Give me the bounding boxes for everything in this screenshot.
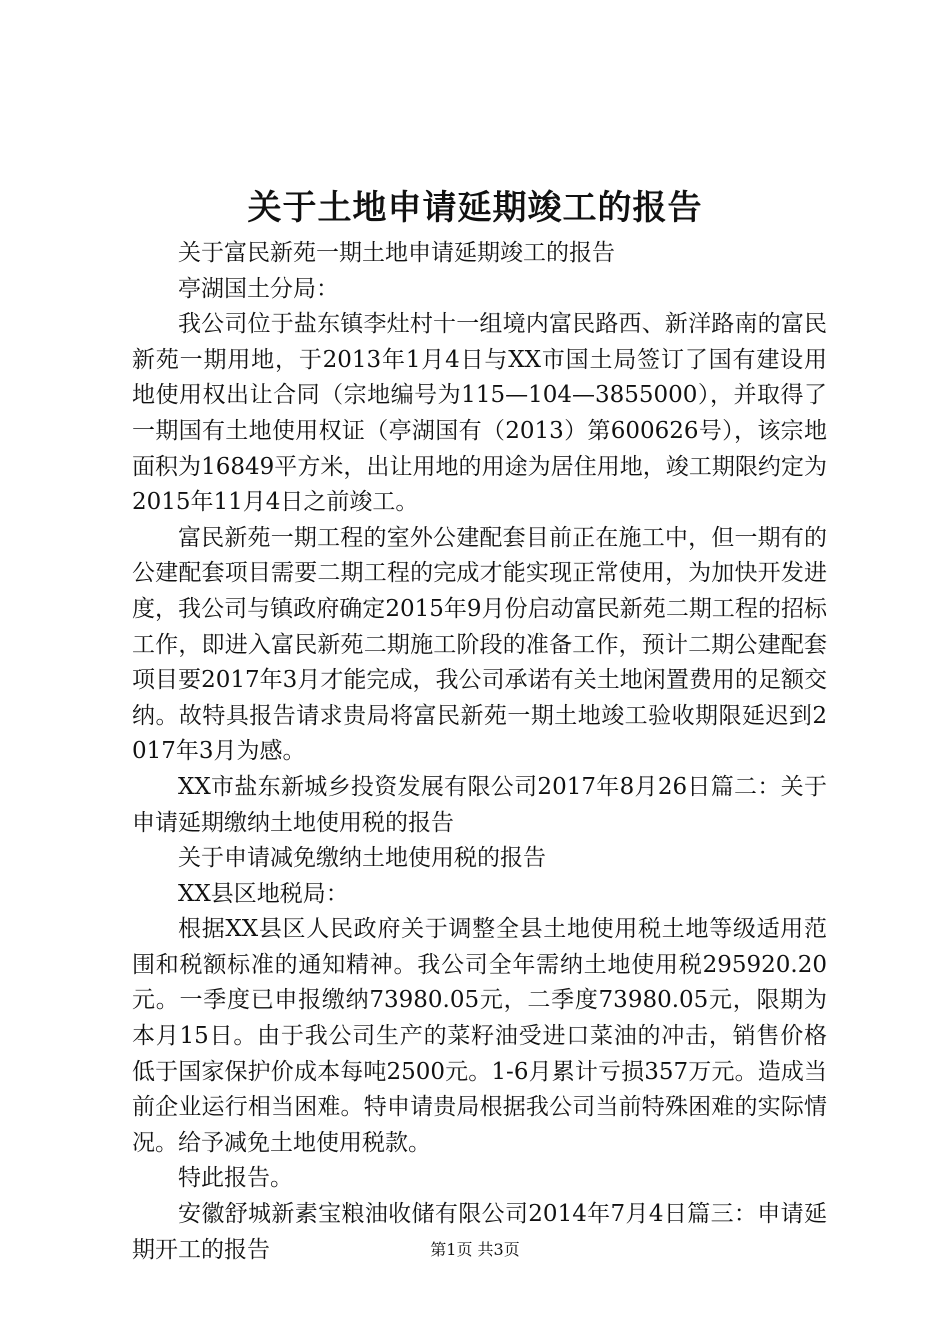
paragraph-request: 富民新苑一期工程的室外公建配套目前正在施工中，但一期有的公建配套项目需要二期工程的完成才能实现正常使用，为加快开发进度，我公司与镇政府确定2015年9月份启动富民新苑二期工程的招标工作，即进入富民新苑二期施工阶段的准备工作，预计二期公建配套项目要2017年3月才能完成，我公司承诺有关土地闲置费用的足额交纳。故特具报告请求贵局将富民新苑一期土地竣工验收期限延迟到2017年3月为感。 [132, 524, 827, 765]
paragraph-signature-2: 安徽舒城新素宝粮油收储有限公司2014年7月4日篇三：申请延期开工的报告 [132, 1201, 827, 1263]
paragraph-signature-1: XX市盐东新城乡投资发展有限公司2017年8月26日篇二：关于申请延期缴纳土地使用税的报告 [132, 773, 827, 836]
paragraph-subtitle: 关于富民新苑一期土地申请延期竣工的报告 [178, 240, 615, 266]
paragraph-tax-title: 关于申请减免缴纳土地使用税的报告 [178, 845, 546, 872]
paragraph-addressee: 亭湖国土分局： [178, 275, 339, 302]
page-footer: 第1页 共3页 [430, 1240, 520, 1259]
paragraph-tax-body: 根据XX县区人民政府关于调整全县土地使用税土地等级适用范围和税额标准的通知精神。我公司全年需纳土地使用税295920.20元。一季度已申报缴纳73980.05元，二季度73980.05元，限期为本月15日。由于我公司生产的菜籽油受进口菜油的冲击，销售价格低于国家保护价成本每吨2500元。1-6月累计亏损357万元。造成当前企业运行相当困难。特申请贵局根据我公司当前特殊困难的实际情况。给予减免土地使用税款。 [132, 916, 827, 1156]
document-title: 关于土地申请延期竣工的报告 [247, 188, 703, 228]
paragraph-tax-addressee: XX县区地税局： [178, 880, 349, 907]
document-body [132, 236, 827, 1268]
paragraph-closing: 特此报告。 [178, 1165, 293, 1192]
paragraph-land-info: 我公司位于盐东镇李灶村十一组境内富民路西、新洋路南的富民新苑一期用地，于2013年1月4日与XX市国土局签订了国有建设用地使用权出让合同（宗地编号为115—104—3855000），并取得了一期国有土地使用权证（亭湖国有（2013）第600626号），该宗地面积为16849平方米，出让用地的用途为居住用地，竣工期限约定为2015年11月4日之前竣工。 [132, 311, 827, 516]
